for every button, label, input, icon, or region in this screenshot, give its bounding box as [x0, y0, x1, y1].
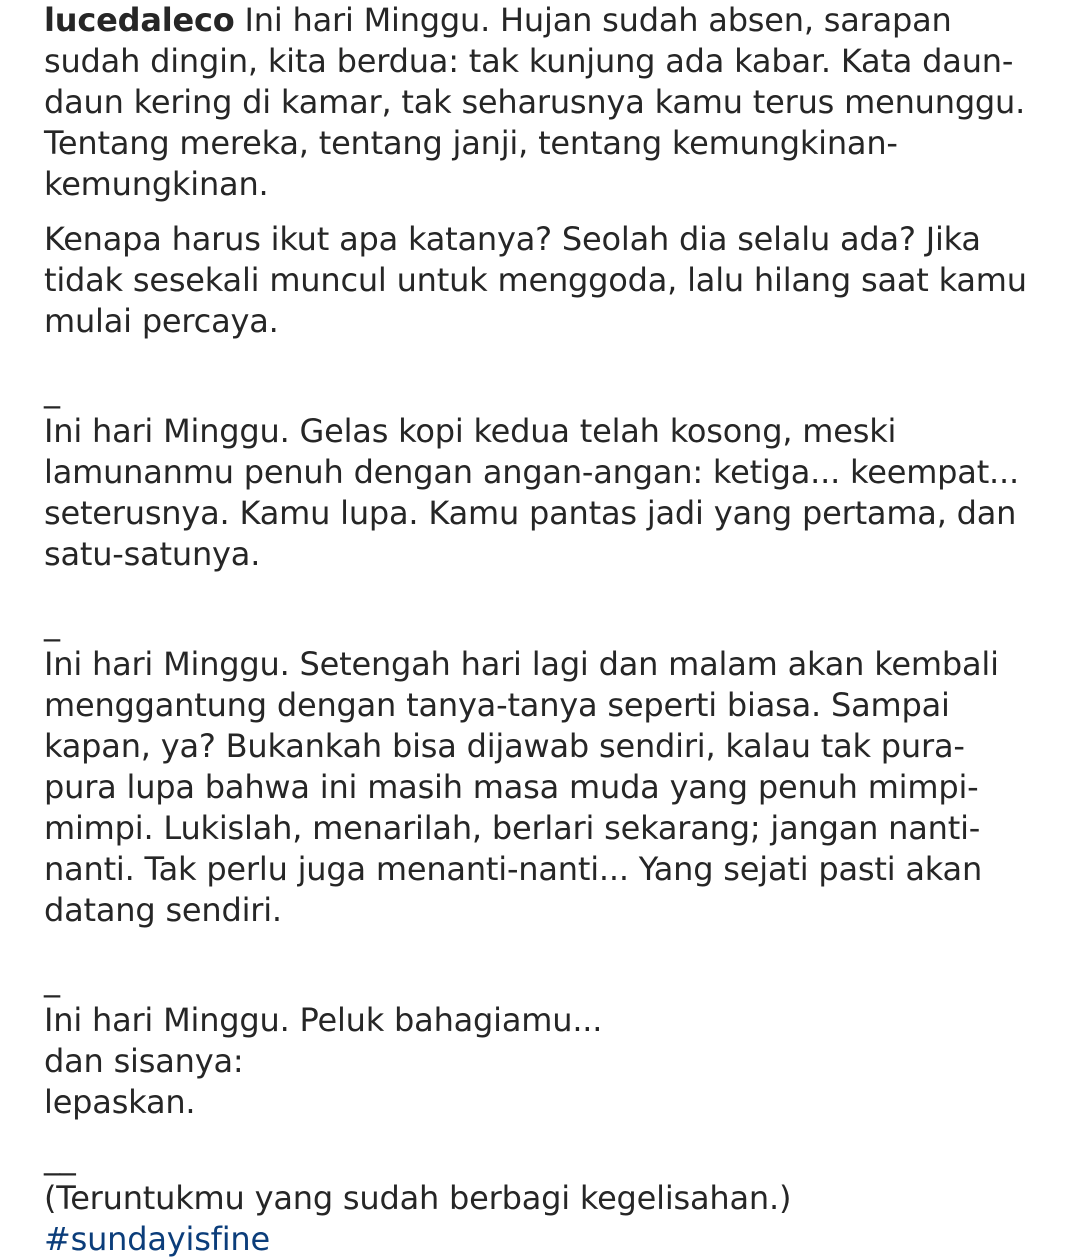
caption-line: pura lupa bahwa ini masih masa muda yang penuh mimpi- — [44, 768, 979, 806]
caption-line: mulai percaya. — [44, 302, 279, 340]
post-caption — [44, 0, 1054, 1260]
caption-line: Ini hari Minggu. Peluk bahagiamu... — [44, 1001, 603, 1039]
section-separator: __ — [44, 1138, 76, 1176]
caption-line: Ini hari Minggu. Gelas kopi kedua telah kosong, meski — [44, 412, 897, 450]
caption-line: lepaskan. — [44, 1083, 196, 1121]
hashtag-link[interactable]: #sundayisfine — [44, 1220, 270, 1258]
caption-line: dan sisanya: — [44, 1042, 244, 1080]
caption-line: (Teruntukmu yang sudah berbagi kegelisahan.) — [44, 1179, 792, 1217]
caption-line: Tentang mereka, tentang janji, tentang kemungkinan- — [44, 124, 898, 162]
caption-line: Ini hari Minggu. Setengah hari lagi dan malam akan kembali — [44, 645, 999, 683]
caption-line: kapan, ya? Bukankah bisa dijawab sendiri, kalau tak pura- — [44, 727, 965, 765]
caption-line: kemungkinan. — [44, 165, 269, 203]
caption-line: tidak sesekali muncul untuk menggoda, lalu hilang saat kamu — [44, 261, 1027, 299]
caption-line: Kenapa harus ikut apa katanya? Seolah dia selalu ada? Jika — [44, 220, 981, 258]
caption-line: datang sendiri. — [44, 891, 282, 929]
caption-line: seterusnya. Kamu lupa. Kamu pantas jadi yang pertama, dan — [44, 494, 1017, 532]
section-separator: _ — [44, 371, 60, 409]
caption-line — [44, 0, 1054, 41]
username-link[interactable]: lucedaleco — [44, 1, 235, 39]
caption-line: sudah dingin, kita berdua: tak kunjung ada kabar. Kata daun- — [44, 42, 1014, 80]
caption-line: menggantung dengan tanya-tanya seperti biasa. Sampai — [44, 686, 950, 724]
section-separator: _ — [44, 960, 60, 998]
hashtag-line — [44, 1219, 1054, 1260]
caption-text: Ini hari Minggu. Hujan sudah absen, sarapan — [234, 1, 952, 39]
caption-line: satu-satunya. — [44, 535, 261, 573]
caption-line: mimpi. Lukislah, menarilah, berlari sekarang; jangan nanti- — [44, 809, 981, 847]
caption-line: lamunanmu penuh dengan angan-angan: ketiga... keempat... — [44, 453, 1019, 491]
caption-line: nanti. Tak perlu juga menanti-nanti... Yang sejati pasti akan — [44, 850, 983, 888]
caption-line: daun kering di kamar, tak seharusnya kamu terus menunggu. — [44, 83, 1026, 121]
section-separator: _ — [44, 604, 60, 642]
